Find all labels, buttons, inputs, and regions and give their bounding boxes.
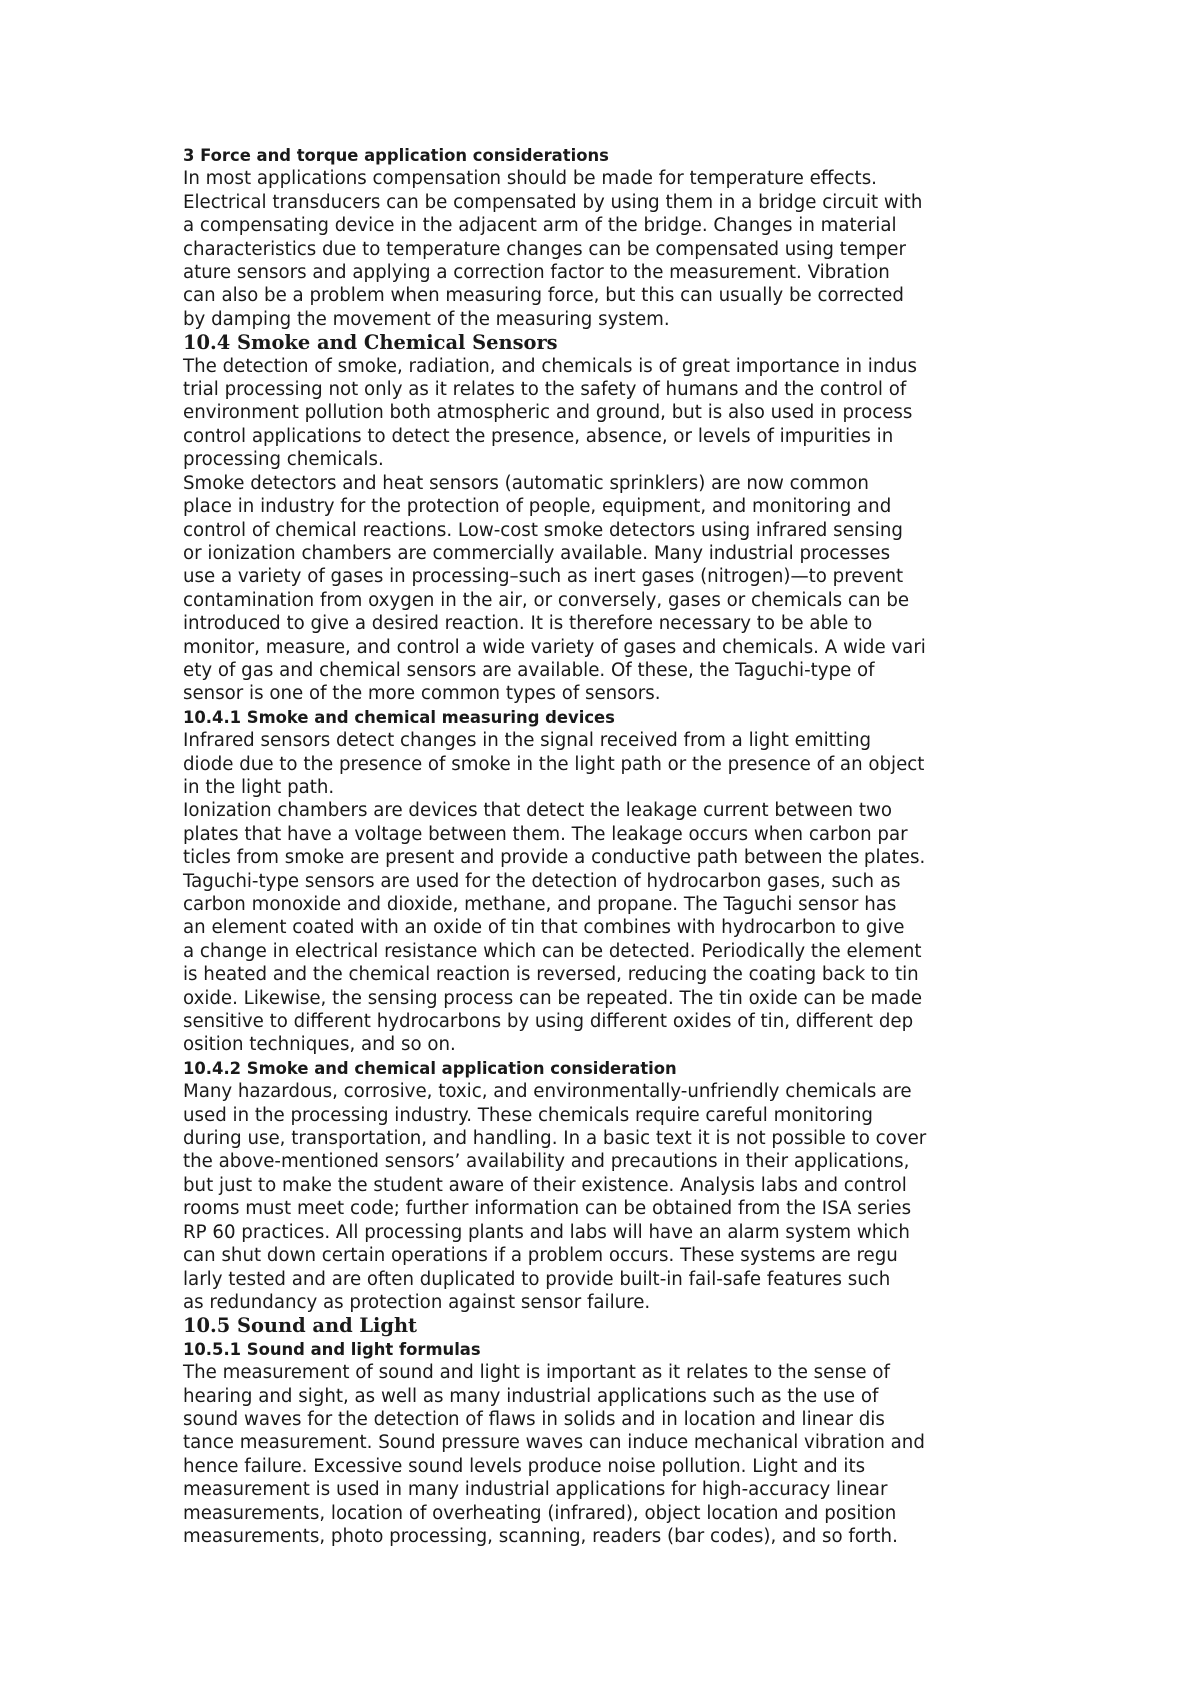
text-line: The detection of smoke, radiation, and chemicals is of great importance in indus [183,355,917,377]
text-line: monitor, measure, and control a wide variety of gases and chemicals. A wide vari [183,636,926,658]
text-line: The measurement of sound and light is important as it relates to the sense of [183,1362,890,1384]
text-line: is heated and the chemical reaction is reversed, reducing the coating back to tin [183,964,919,986]
text-line: 10.5.1 Sound and light formulas [183,1339,481,1359]
text-line: as redundancy as protection against sensor failure. [183,1291,651,1313]
text-line: trial processing not only as it relates to the safety of humans and the control of [183,379,907,401]
text-line: hence failure. Excessive sound levels produce noise pollution. Light and its [183,1455,866,1477]
text-line: diode due to the presence of smoke in the light path or the presence of an object [183,753,925,775]
text-line: can also be a problem when measuring force, but this can usually be corrected [183,285,904,307]
text-line: ature sensors and applying a correction factor to the measurement. Vibration [183,262,890,284]
text-line: control applications to detect the presence, absence, or levels of impurities in [183,425,894,447]
subsection-heading [183,1338,1013,1361]
text-line: 10.4 Smoke and Chemical Sensors [183,331,558,355]
text-line: used in the processing industry. These chemicals require careful monitoring [183,1104,873,1126]
text-line: or ionization chambers are commercially available. Many industrial processes [183,542,891,564]
text-line: during use, transportation, and handling. In a basic text it is not possible to cover [183,1128,927,1150]
text-line: ticles from smoke are present and provide a conductive path between the plates. [183,847,926,869]
text-line: but just to make the student aware of their existence. Analysis labs and control [183,1174,907,1196]
text-line: an element coated with an oxide of tin that combines with hydrocarbon to give [183,917,905,939]
text-line: rooms must meet code; further information can be obtained from the ISA series [183,1198,912,1220]
text-line: sensitive to different hydrocarbons by using different oxides of tin, different dep [183,1011,914,1033]
text-line: measurement is used in many industrial applications for high-accuracy linear [183,1479,888,1501]
text-line: Smoke detectors and heat sensors (automatic sprinklers) are now common [183,472,869,494]
text-line: Infrared sensors detect changes in the signal received from a light emitting [183,730,872,752]
text-line: a change in electrical resistance which can be detected. Periodically the element [183,940,922,962]
text-line: hearing and sight, as well as many industrial applications such as the use of [183,1385,879,1407]
paragraph [183,472,1013,706]
text-line: sound waves for the detection of flaws in solids and in location and linear dis [183,1408,885,1430]
text-line: 10.4.2 Smoke and chemical application consideration [183,1058,677,1078]
text-line: Electrical transducers can be compensated by using them in a bridge circuit with [183,191,923,213]
text-line: plates that have a voltage between them. The leakage occurs when carbon par [183,823,908,845]
text-line: measurements, photo processing, scanning, readers (bar codes), and so forth. [183,1525,898,1547]
document-page [183,144,1013,1548]
text-line: introduced to give a desired reaction. It is therefore necessary to be able to [183,613,873,635]
text-line: a compensating device in the adjacent arm of the bridge. Changes in material [183,215,897,237]
paragraph [183,799,1013,869]
paragraph [183,355,1013,472]
text-line: larly tested and are often duplicated to provide built-in fail-safe features such [183,1268,891,1290]
paragraph [183,167,1013,331]
text-line: carbon monoxide and dioxide, methane, and propane. The Taguchi sensor has [183,894,897,915]
section-heading [183,331,1013,354]
paragraph [183,870,1013,1057]
text-line: 10.5 Sound and Light [183,1314,418,1338]
subsection-heading [183,1057,1013,1080]
section-heading [183,1314,1013,1337]
text-line: Ionization chambers are devices that detect the leakage current between two [183,800,892,822]
subsection-heading [183,706,1013,729]
text-line: by damping the movement of the measuring system. [183,308,670,330]
text-line: control of chemical reactions. Low-cost smoke detectors using infrared sensing [183,519,903,541]
text-line: measurements, location of overheating (infrared), object location and position [183,1502,897,1524]
text-line: RP 60 practices. All processing plants and labs will have an alarm system which [183,1221,910,1243]
text-line: can shut down certain operations if a problem occurs. These systems are regu [183,1245,898,1267]
subsection-heading [183,144,1013,167]
text-line: ety of gas and chemical sensors are available. Of these, the Taguchi-type of [183,659,875,681]
paragraph [183,1080,1013,1314]
text-line: in the light path. [183,776,335,798]
paragraph [183,1361,1013,1548]
text-line: osition techniques, and so on. [183,1034,456,1056]
text-line: 3 Force and torque application considerations [183,146,609,165]
text-line: oxide. Likewise, the sensing process can be repeated. The tin oxide can be made [183,987,923,1009]
text-line: Taguchi-type sensors are used for the detection of hydrocarbon gases, such as [183,870,901,892]
text-line: the above-mentioned sensors’ availability and precautions in their applications, [183,1151,910,1173]
text-line: place in industry for the protection of people, equipment, and monitoring and [183,496,892,518]
text-line: contamination from oxygen in the air, or conversely, gases or chemicals can be [183,589,910,611]
text-line: In most applications compensation should be made for temperature effects. [183,168,877,190]
text-line: 10.4.1 Smoke and chemical measuring devices [183,707,615,727]
text-line: Many hazardous, corrosive, toxic, and environmentally-unfriendly chemicals are [183,1081,912,1103]
text-line: sensor is one of the more common types of sensors. [183,683,661,705]
text-line: environment pollution both atmospheric and ground, but is also used in process [183,402,913,424]
text-line: characteristics due to temperature changes can be compensated using temper [183,238,906,260]
paragraph [183,729,1013,799]
text-line: tance measurement. Sound pressure waves can induce mechanical vibration and [183,1432,925,1454]
text-line: use a variety of gases in processing–such as inert gases (nitrogen)—to prevent [183,566,904,588]
text-line: processing chemicals. [183,449,384,471]
